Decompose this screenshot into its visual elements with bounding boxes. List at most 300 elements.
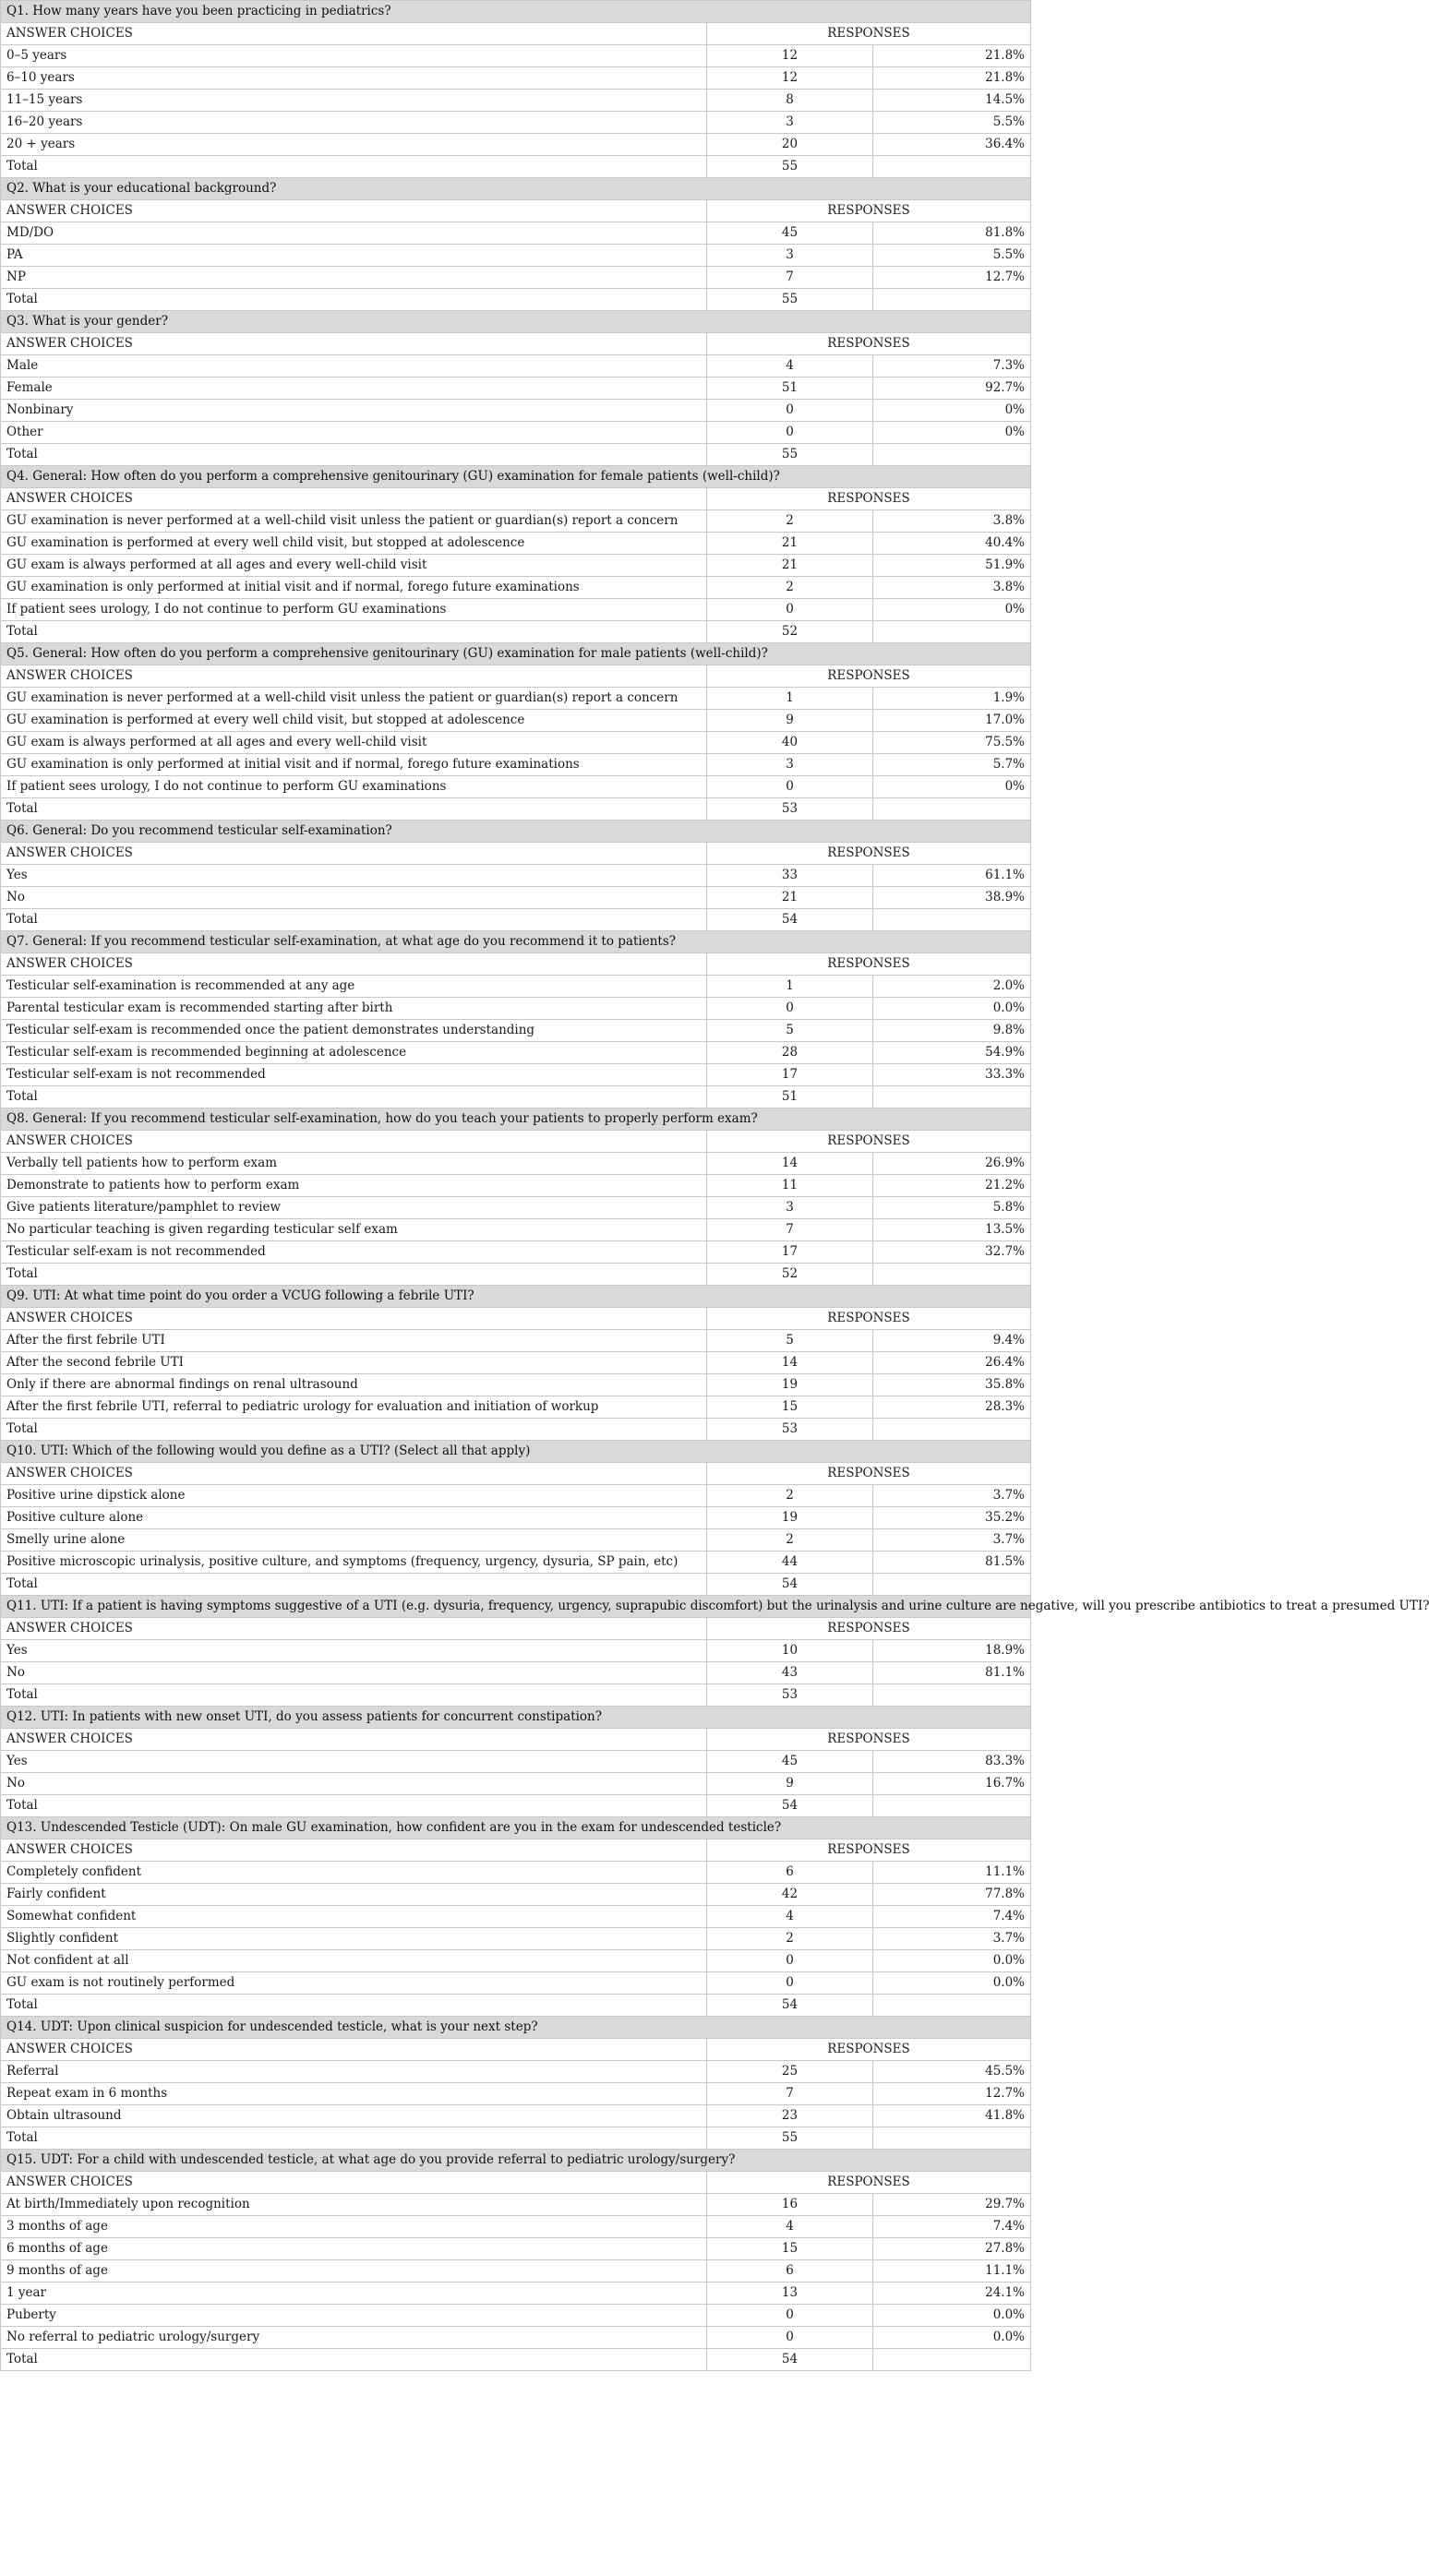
column-header-row (1, 1463, 1031, 1485)
response-count: 21 (707, 533, 873, 555)
question-title: Q4. General: How often do you perform a comprehensive genitourinary (GU) examination for female patients (well-child)? (1, 466, 1031, 488)
response-percent: 11.1% (873, 1862, 1031, 1884)
table-row (1, 45, 1031, 67)
total-label: Total (1, 156, 707, 178)
answer-choice: GU exam is always performed at all ages and every well-child visit (1, 732, 707, 754)
table-row (1, 1153, 1031, 1175)
response-count: 10 (707, 1640, 873, 1662)
table-row (1, 510, 1031, 533)
table-row (1, 1773, 1031, 1795)
table-row (1, 1751, 1031, 1773)
response-percent: 3.8% (873, 577, 1031, 599)
column-header-row (1, 843, 1031, 865)
answer-choice: Fairly confident (1, 1884, 707, 1906)
table-row (1, 112, 1031, 134)
response-count: 0 (707, 422, 873, 444)
response-count: 0 (707, 1972, 873, 1995)
question-title: Q10. UTI: Which of the following would you define as a UTI? (Select all that apply) (1, 1441, 1031, 1463)
answer-choice: After the first febrile UTI (1, 1330, 707, 1352)
response-percent: 0% (873, 400, 1031, 422)
answer-choice: 20 + years (1, 134, 707, 156)
response-percent: 83.3% (873, 1751, 1031, 1773)
response-percent: 35.8% (873, 1374, 1031, 1396)
responses-header: RESPONSES (707, 23, 1031, 45)
answer-choice: GU exam is not routinely performed (1, 1972, 707, 1995)
column-header-row (1, 333, 1031, 355)
answer-choices-header: ANSWER CHOICES (1, 1131, 707, 1153)
total-count: 53 (707, 798, 873, 821)
total-row (1, 1419, 1031, 1441)
table-row (1, 422, 1031, 444)
total-label: Total (1, 798, 707, 821)
answer-choice: Completely confident (1, 1862, 707, 1884)
response-count: 2 (707, 1529, 873, 1552)
total-row (1, 909, 1031, 931)
answer-choice: Somewhat confident (1, 1906, 707, 1928)
answer-choice: NP (1, 267, 707, 289)
table-row (1, 1485, 1031, 1507)
answer-choice: No (1, 1773, 707, 1795)
response-percent: 21.8% (873, 45, 1031, 67)
response-count: 0 (707, 400, 873, 422)
table-row (1, 267, 1031, 289)
answer-choice: GU examination is never performed at a well-child visit unless the patient or guardian(s) report a concern (1, 510, 707, 533)
answer-choice: Yes (1, 1640, 707, 1662)
response-percent: 26.4% (873, 1352, 1031, 1374)
response-percent: 3.8% (873, 510, 1031, 533)
total-count: 53 (707, 1419, 873, 1441)
response-percent: 36.4% (873, 134, 1031, 156)
answer-choice: No particular teaching is given regarding testicular self exam (1, 1219, 707, 1241)
question-title-row (1, 178, 1031, 200)
table-row (1, 1352, 1031, 1374)
answer-choice: Not confident at all (1, 1950, 707, 1972)
column-header-row (1, 1131, 1031, 1153)
table-row (1, 134, 1031, 156)
answer-choice: 11–15 years (1, 90, 707, 112)
response-count: 7 (707, 2083, 873, 2105)
response-percent: 81.8% (873, 222, 1031, 245)
table-row (1, 1928, 1031, 1950)
total-percent-empty (873, 2127, 1031, 2150)
response-percent: 28.3% (873, 1396, 1031, 1419)
question-title: Q11. UTI: If a patient is having symptoms suggestive of a UTI (e.g. dysuria, frequency, urgency, suprapubic discomfort) but the urinalysis and urine culture are negative, will you prescribe antibiotics to treat a presumed UTI? (1, 1596, 1031, 1618)
table-row (1, 2194, 1031, 2216)
answer-choice: Positive microscopic urinalysis, positive culture, and symptoms (frequency, urgency, dysuria, SP pain, etc) (1, 1552, 707, 1574)
response-percent: 0.0% (873, 2327, 1031, 2349)
table-row (1, 1241, 1031, 1264)
response-percent: 16.7% (873, 1773, 1031, 1795)
question-title-row (1, 1, 1031, 23)
answer-choices-header: ANSWER CHOICES (1, 333, 707, 355)
answer-choice: GU examination is performed at every well child visit, but stopped at adolescence (1, 533, 707, 555)
table-row (1, 400, 1031, 422)
response-percent: 81.1% (873, 1662, 1031, 1684)
answer-choices-header: ANSWER CHOICES (1, 843, 707, 865)
response-count: 0 (707, 2305, 873, 2327)
answer-choice: 0–5 years (1, 45, 707, 67)
answer-choices-header: ANSWER CHOICES (1, 665, 707, 688)
answer-choice: After the second febrile UTI (1, 1352, 707, 1374)
response-percent: 35.2% (873, 1507, 1031, 1529)
answer-choice: 6–10 years (1, 67, 707, 90)
answer-choices-header: ANSWER CHOICES (1, 200, 707, 222)
total-percent-empty (873, 1995, 1031, 2017)
response-count: 4 (707, 1906, 873, 1928)
question-title-row (1, 466, 1031, 488)
total-percent-empty (873, 1419, 1031, 1441)
total-label: Total (1, 1684, 707, 1707)
answer-choices-header: ANSWER CHOICES (1, 1618, 707, 1640)
total-count: 54 (707, 909, 873, 931)
question-title-row (1, 821, 1031, 843)
response-percent: 61.1% (873, 865, 1031, 887)
table-row (1, 90, 1031, 112)
response-count: 13 (707, 2282, 873, 2305)
responses-header: RESPONSES (707, 2039, 1031, 2061)
total-count: 54 (707, 1574, 873, 1596)
answer-choice: Demonstrate to patients how to perform exam (1, 1175, 707, 1197)
answer-choice: Female (1, 377, 707, 400)
total-row (1, 2349, 1031, 2371)
question-title: Q15. UDT: For a child with undescended testicle, at what age do you provide referral to pediatric urology/surgery? (1, 2150, 1031, 2172)
response-count: 21 (707, 887, 873, 909)
answer-choice: Repeat exam in 6 months (1, 2083, 707, 2105)
total-label: Total (1, 1264, 707, 1286)
total-percent-empty (873, 289, 1031, 311)
response-percent: 24.1% (873, 2282, 1031, 2305)
answer-choices-header: ANSWER CHOICES (1, 2172, 707, 2194)
response-count: 5 (707, 1020, 873, 1042)
response-percent: 41.8% (873, 2105, 1031, 2127)
answer-choice: Testicular self-exam is not recommended (1, 1241, 707, 1264)
response-percent: 40.4% (873, 533, 1031, 555)
answer-choice: Other (1, 422, 707, 444)
question-title-row (1, 643, 1031, 665)
response-percent: 11.1% (873, 2260, 1031, 2282)
total-count: 55 (707, 289, 873, 311)
question-title: Q14. UDT: Upon clinical suspicion for undescended testicle, what is your next step? (1, 2017, 1031, 2039)
total-label: Total (1, 1995, 707, 2017)
table-row (1, 1662, 1031, 1684)
responses-header: RESPONSES (707, 1618, 1031, 1640)
table-row (1, 1374, 1031, 1396)
total-count: 54 (707, 1795, 873, 1817)
total-count: 55 (707, 2127, 873, 2150)
responses-header: RESPONSES (707, 1308, 1031, 1330)
responses-header: RESPONSES (707, 665, 1031, 688)
total-percent-empty (873, 1795, 1031, 1817)
table-row (1, 865, 1031, 887)
response-count: 0 (707, 1950, 873, 1972)
responses-header: RESPONSES (707, 2172, 1031, 2194)
response-percent: 5.5% (873, 112, 1031, 134)
table-row (1, 976, 1031, 998)
response-count: 42 (707, 1884, 873, 1906)
response-count: 2 (707, 510, 873, 533)
response-count: 0 (707, 2327, 873, 2349)
table-row (1, 1972, 1031, 1995)
column-header-row (1, 953, 1031, 976)
column-header-row (1, 200, 1031, 222)
answer-choice: Male (1, 355, 707, 377)
answer-choice: 16–20 years (1, 112, 707, 134)
response-percent: 21.8% (873, 67, 1031, 90)
response-percent: 7.4% (873, 2216, 1031, 2238)
table-row (1, 2238, 1031, 2260)
table-row (1, 2083, 1031, 2105)
response-count: 3 (707, 1197, 873, 1219)
answer-choice: Only if there are abnormal findings on renal ultrasound (1, 1374, 707, 1396)
total-percent-empty (873, 621, 1031, 643)
response-count: 4 (707, 2216, 873, 2238)
response-percent: 32.7% (873, 1241, 1031, 1264)
total-row (1, 2127, 1031, 2150)
response-count: 15 (707, 2238, 873, 2260)
answer-choice: Parental testicular exam is recommended starting after birth (1, 998, 707, 1020)
table-row (1, 599, 1031, 621)
response-count: 4 (707, 355, 873, 377)
table-row (1, 1906, 1031, 1928)
total-count: 52 (707, 621, 873, 643)
response-count: 6 (707, 1862, 873, 1884)
response-count: 11 (707, 1175, 873, 1197)
answer-choice: At birth/Immediately upon recognition (1, 2194, 707, 2216)
response-percent: 7.4% (873, 1906, 1031, 1928)
answer-choice: Referral (1, 2061, 707, 2083)
response-count: 12 (707, 67, 873, 90)
response-count: 21 (707, 555, 873, 577)
responses-header: RESPONSES (707, 843, 1031, 865)
question-title: Q1. How many years have you been practicing in pediatrics? (1, 1, 1031, 23)
response-percent: 54.9% (873, 1042, 1031, 1064)
answer-choices-header: ANSWER CHOICES (1, 23, 707, 45)
total-row (1, 798, 1031, 821)
column-header-row (1, 1839, 1031, 1862)
question-title-row (1, 931, 1031, 953)
total-percent-empty (873, 1086, 1031, 1108)
response-percent: 92.7% (873, 377, 1031, 400)
answer-choice: If patient sees urology, I do not continue to perform GU examinations (1, 776, 707, 798)
table-row (1, 1862, 1031, 1884)
question-title-row (1, 1108, 1031, 1131)
responses-header: RESPONSES (707, 200, 1031, 222)
response-count: 0 (707, 998, 873, 1020)
total-label: Total (1, 1086, 707, 1108)
question-title-row (1, 2150, 1031, 2172)
response-percent: 1.9% (873, 688, 1031, 710)
total-row (1, 1795, 1031, 1817)
response-percent: 29.7% (873, 2194, 1031, 2216)
responses-header: RESPONSES (707, 1839, 1031, 1862)
table-row (1, 1064, 1031, 1086)
response-percent: 75.5% (873, 732, 1031, 754)
answer-choices-header: ANSWER CHOICES (1, 1729, 707, 1751)
column-header-row (1, 488, 1031, 510)
response-percent: 2.0% (873, 976, 1031, 998)
answer-choice: 3 months of age (1, 2216, 707, 2238)
response-count: 17 (707, 1241, 873, 1264)
response-count: 7 (707, 1219, 873, 1241)
total-count: 55 (707, 444, 873, 466)
table-row (1, 377, 1031, 400)
response-count: 14 (707, 1153, 873, 1175)
table-row (1, 754, 1031, 776)
column-header-row (1, 2172, 1031, 2194)
column-header-row (1, 1618, 1031, 1640)
total-label: Total (1, 1574, 707, 1596)
responses-header: RESPONSES (707, 488, 1031, 510)
response-percent: 21.2% (873, 1175, 1031, 1197)
response-percent: 0.0% (873, 998, 1031, 1020)
question-title-row (1, 1707, 1031, 1729)
response-count: 23 (707, 2105, 873, 2127)
total-percent-empty (873, 1574, 1031, 1596)
response-count: 1 (707, 688, 873, 710)
total-percent-empty (873, 1684, 1031, 1707)
response-percent: 7.3% (873, 355, 1031, 377)
answer-choice: Positive culture alone (1, 1507, 707, 1529)
response-count: 14 (707, 1352, 873, 1374)
table-row (1, 1950, 1031, 1972)
answer-choice: Slightly confident (1, 1928, 707, 1950)
question-title-row (1, 311, 1031, 333)
response-count: 7 (707, 267, 873, 289)
total-row (1, 1264, 1031, 1286)
table-row (1, 2216, 1031, 2238)
answer-choice: Verbally tell patients how to perform exam (1, 1153, 707, 1175)
answer-choice: If patient sees urology, I do not continue to perform GU examinations (1, 599, 707, 621)
response-percent: 3.7% (873, 1928, 1031, 1950)
response-count: 33 (707, 865, 873, 887)
column-header-row (1, 2039, 1031, 2061)
total-row (1, 1574, 1031, 1596)
column-header-row (1, 23, 1031, 45)
column-header-row (1, 1729, 1031, 1751)
table-row (1, 1219, 1031, 1241)
table-row (1, 1020, 1031, 1042)
answer-choice: Yes (1, 865, 707, 887)
responses-header: RESPONSES (707, 1131, 1031, 1153)
response-percent: 12.7% (873, 2083, 1031, 2105)
response-count: 8 (707, 90, 873, 112)
table-row (1, 245, 1031, 267)
answer-choice: Testicular self-examination is recommended at any age (1, 976, 707, 998)
response-percent: 9.4% (873, 1330, 1031, 1352)
answer-choice: After the first febrile UTI, referral to pediatric urology for evaluation and initiation of workup (1, 1396, 707, 1419)
table-row (1, 2305, 1031, 2327)
response-count: 40 (707, 732, 873, 754)
total-percent-empty (873, 909, 1031, 931)
answer-choice: PA (1, 245, 707, 267)
response-count: 19 (707, 1374, 873, 1396)
total-row (1, 621, 1031, 643)
response-percent: 33.3% (873, 1064, 1031, 1086)
total-label: Total (1, 621, 707, 643)
question-title-row (1, 1441, 1031, 1463)
total-percent-empty (873, 1264, 1031, 1286)
total-label: Total (1, 1795, 707, 1817)
answer-choices-header: ANSWER CHOICES (1, 1839, 707, 1862)
responses-header: RESPONSES (707, 333, 1031, 355)
question-title-row (1, 2017, 1031, 2039)
response-percent: 3.7% (873, 1529, 1031, 1552)
response-percent: 45.5% (873, 2061, 1031, 2083)
table-row (1, 1507, 1031, 1529)
response-percent: 0% (873, 422, 1031, 444)
answer-choice: 9 months of age (1, 2260, 707, 2282)
answer-choices-header: ANSWER CHOICES (1, 1308, 707, 1330)
table-row (1, 355, 1031, 377)
table-row (1, 222, 1031, 245)
response-count: 6 (707, 2260, 873, 2282)
question-title: Q5. General: How often do you perform a comprehensive genitourinary (GU) examination for male patients (well-child)? (1, 643, 1031, 665)
answer-choice: Give patients literature/pamphlet to review (1, 1197, 707, 1219)
total-label: Total (1, 289, 707, 311)
table-row (1, 1042, 1031, 1064)
response-count: 9 (707, 710, 873, 732)
response-percent: 5.5% (873, 245, 1031, 267)
question-title: Q6. General: Do you recommend testicular self-examination? (1, 821, 1031, 843)
answer-choice: 1 year (1, 2282, 707, 2305)
answer-choice: GU examination is performed at every well child visit, but stopped at adolescence (1, 710, 707, 732)
total-label: Total (1, 909, 707, 931)
answer-choice: No referral to pediatric urology/surgery (1, 2327, 707, 2349)
question-title: Q13. Undescended Testicle (UDT): On male GU examination, how confident are you in the exam for undescended testicle? (1, 1817, 1031, 1839)
table-row (1, 1175, 1031, 1197)
response-count: 1 (707, 976, 873, 998)
responses-header: RESPONSES (707, 1729, 1031, 1751)
response-percent: 0% (873, 599, 1031, 621)
response-percent: 77.8% (873, 1884, 1031, 1906)
answer-choices-header: ANSWER CHOICES (1, 488, 707, 510)
answer-choice: GU examination is only performed at initial visit and if normal, forego future examinations (1, 754, 707, 776)
question-title: Q2. What is your educational background? (1, 178, 1031, 200)
response-percent: 17.0% (873, 710, 1031, 732)
response-count: 0 (707, 776, 873, 798)
answer-choice: Yes (1, 1751, 707, 1773)
table-row (1, 998, 1031, 1020)
responses-header: RESPONSES (707, 1463, 1031, 1485)
table-row (1, 2061, 1031, 2083)
response-percent: 27.8% (873, 2238, 1031, 2260)
response-count: 25 (707, 2061, 873, 2083)
answer-choice: Obtain ultrasound (1, 2105, 707, 2127)
total-percent-empty (873, 156, 1031, 178)
table-row (1, 1640, 1031, 1662)
total-row (1, 156, 1031, 178)
question-title-row (1, 1286, 1031, 1308)
question-title: Q8. General: If you recommend testicular self-examination, how do you teach your patients to properly perform exam? (1, 1108, 1031, 1131)
response-percent: 13.5% (873, 1219, 1031, 1241)
response-percent: 0.0% (873, 2305, 1031, 2327)
table-row (1, 710, 1031, 732)
response-percent: 5.7% (873, 754, 1031, 776)
answer-choice: No (1, 887, 707, 909)
answer-choice: GU exam is always performed at all ages and every well-child visit (1, 555, 707, 577)
answer-choice: No (1, 1662, 707, 1684)
table-row (1, 1197, 1031, 1219)
table-row (1, 533, 1031, 555)
response-percent: 51.9% (873, 555, 1031, 577)
answer-choice: Positive urine dipstick alone (1, 1485, 707, 1507)
question-title: Q7. General: If you recommend testicular self-examination, at what age do you recommend it to patients? (1, 931, 1031, 953)
total-count: 55 (707, 156, 873, 178)
response-count: 17 (707, 1064, 873, 1086)
response-count: 9 (707, 1773, 873, 1795)
total-percent-empty (873, 444, 1031, 466)
response-percent: 18.9% (873, 1640, 1031, 1662)
